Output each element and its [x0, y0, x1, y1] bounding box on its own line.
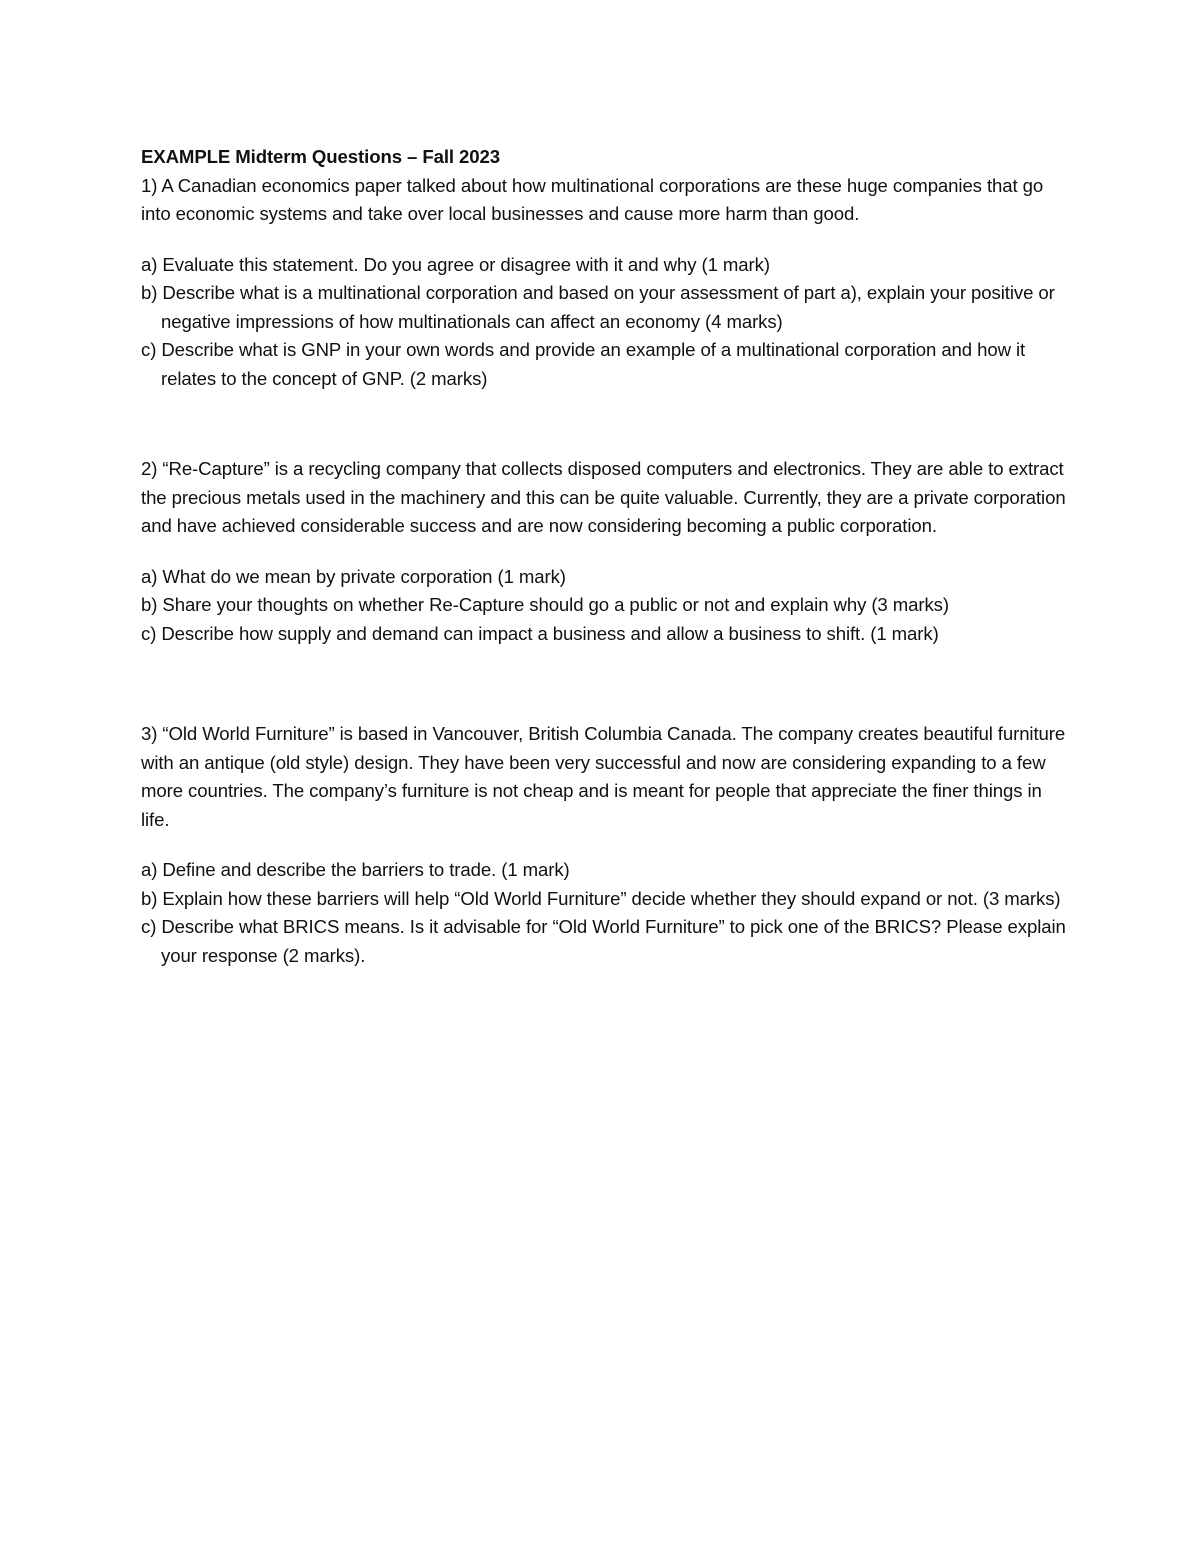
question-3-part-c: c) Describe what BRICS means. Is it advisable for “Old World Furniture” to pick one of the BRICS? Please explain your response (2 marks). [141, 916, 1066, 966]
spacer [141, 229, 1071, 251]
question-2-part-b: b) Share your thoughts on whether Re-Capture should go a public or not and explain why (3 marks) [141, 594, 949, 615]
question-3-part-a: a) Define and describe the barriers to trade. (1 mark) [141, 859, 570, 880]
question-3-stem: 3) “Old World Furniture” is based in Vancouver, British Columbia Canada. The company creates beautiful furniture with an antique (old style) design. They have been very successful and now are considering expanding to a few more countries. The company’s furniture is not cheap and is meant for people that appreciate the finer things in life. [141, 723, 1066, 830]
spacer [141, 648, 1071, 720]
document-title: EXAMPLE Midterm Questions – Fall 2023 [141, 146, 500, 167]
question-1-stem: 1) A Canadian economics paper talked about how multinational corporations are these huge companies that go into economic systems and take over local businesses and cause more harm than good. [141, 174, 1044, 224]
question-2-stem: 2) “Re-Capture” is a recycling company that collects disposed computers and electronics. They are able to extract the precious metals used in the machinery and this can be quite valuable. Currently, they are a private corporation and have achieved considerable success and are now considering becoming a public corporation. [141, 458, 1066, 536]
spacer [141, 834, 1071, 856]
spacer [141, 393, 1071, 455]
question-1-part-a: a) Evaluate this statement. Do you agree or disagree with it and why (1 mark) [141, 253, 770, 275]
question-1-part-c: c) Describe what is GNP in your own words and provide an example of a multinational corporation and how it relates to the concept of GNP. (2 marks) [141, 339, 1026, 389]
document-body [141, 143, 1071, 970]
question-2-part-c: c) Describe how supply and demand can impact a business and allow a business to shift. (1 mark) [141, 622, 939, 644]
question-2-part-a: a) What do we mean by private corporation (1 mark) [141, 565, 566, 587]
question-3-part-b: b) Explain how these barriers will help “Old World Furniture” decide whether they should expand or not. (3 marks) [141, 887, 1061, 909]
question-1-part-b: b) Describe what is a multinational corporation and based on your assessment of part a), explain your positive or negative impressions of how multinationals can affect an economy (4 marks) [141, 282, 1055, 332]
spacer [141, 541, 1071, 563]
